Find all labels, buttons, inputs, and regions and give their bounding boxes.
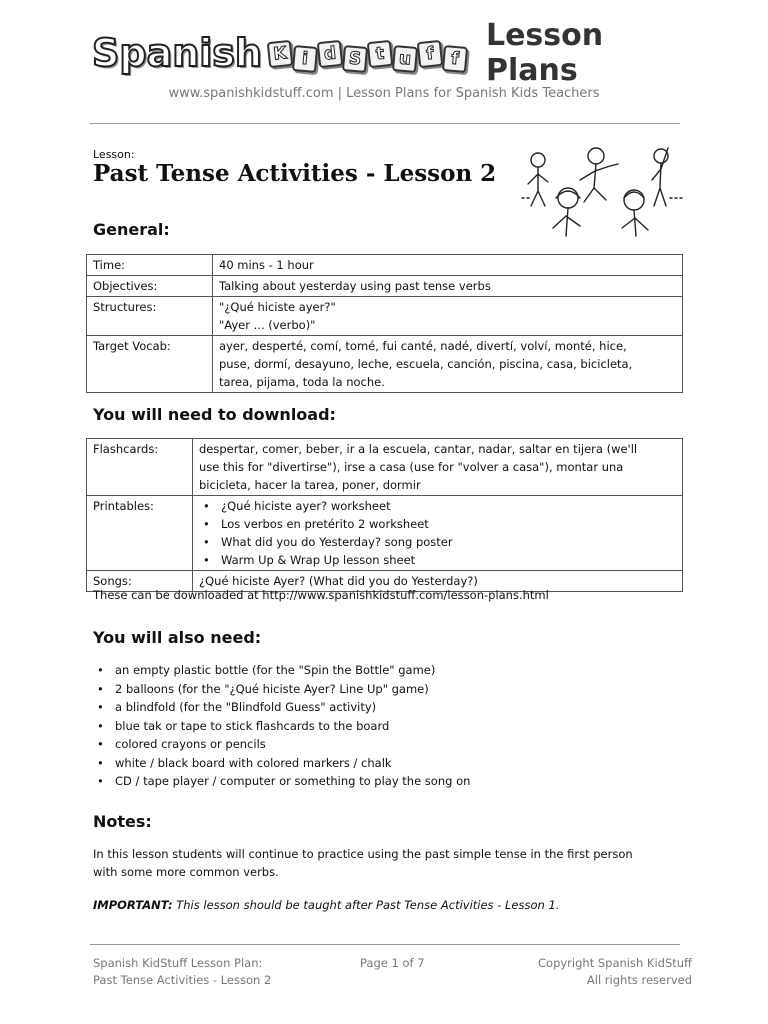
flashcards-line: use this for "divertirse"), irse a casa (use for "volver a casa"), montar una: [199, 460, 624, 474]
row-value: [213, 336, 683, 393]
list-item: • colored crayons or pencils: [93, 735, 470, 754]
logo-blocks: [268, 41, 468, 72]
logo-block: K: [267, 39, 294, 67]
footer-left: [93, 955, 271, 989]
notes-text: In this lesson students will continue to practice using the past simple tense in the first person with some more common verbs.: [93, 847, 633, 879]
footer-left-line: Past Tense Activities - Lesson 2: [93, 973, 272, 987]
important-label: IMPORTANT:: [93, 898, 173, 912]
copyright-line: All rights reserved: [586, 973, 692, 987]
kids-illustration: [518, 136, 688, 238]
row-label: Flashcards:: [87, 439, 193, 496]
also-need-heading: You will also need:: [93, 628, 262, 647]
list-item: • What did you do Yesterday? song poster: [199, 533, 676, 551]
row-label: Time:: [87, 255, 213, 276]
row-value: [213, 297, 683, 336]
row-label: Objectives:: [87, 276, 213, 297]
footer-divider: [90, 944, 680, 945]
row-label: Songs:: [87, 571, 193, 592]
logo-block: S: [342, 45, 368, 73]
list-item: • Los verbos en pretérito 2 worksheet: [199, 515, 676, 533]
header-divider: [90, 123, 680, 124]
table-row: [87, 336, 683, 393]
list-item: • 2 balloons (for the "¿Qué hiciste Ayer? Line Up" game): [93, 680, 470, 699]
table-row: [87, 297, 683, 336]
printables-list: [199, 497, 676, 569]
table-row: [87, 439, 683, 496]
site-tagline: www.spanishkidstuff.com | Lesson Plans for Spanish Kids Teachers: [168, 86, 600, 101]
row-value: 40 mins - 1 hour: [213, 255, 683, 276]
logo-block: d: [317, 39, 344, 67]
row-value: Talking about yesterday using past tense verbs: [213, 276, 683, 297]
logo-block: f: [442, 45, 468, 73]
table-row: [87, 496, 683, 571]
table-row: [87, 276, 683, 297]
row-label: Target Vocab:: [87, 336, 213, 393]
list-item: • an empty plastic bottle (for the "Spin the Bottle" game): [93, 661, 470, 680]
materials-list: [93, 661, 470, 791]
download-note: These can be downloaded at http://www.spanishkidstuff.com/lesson-plans.html: [93, 588, 549, 602]
footer-left-line: Spanish KidStuff Lesson Plan:: [93, 956, 263, 970]
row-value: ¿Qué hiciste Ayer? (What did you do Yesterday?): [193, 571, 683, 592]
list-item: • blue tak or tape to stick flashcards to the board: [93, 717, 470, 736]
copyright-line: Copyright Spanish KidStuff: [538, 956, 692, 970]
logo-suffix: Lesson Plans: [485, 18, 604, 88]
download-table: [86, 438, 683, 592]
list-item: • white / black board with colored markers / chalk: [93, 754, 470, 773]
footer-right: [538, 955, 692, 989]
flashcards-line: bicicleta, hacer la tarea, poner, dormir: [199, 478, 421, 492]
logo-block: t: [367, 39, 394, 67]
important-text: This lesson should be taught after Past Tense Activities - Lesson 1.: [172, 898, 560, 912]
table-row: [87, 255, 683, 276]
row-value: [193, 496, 683, 571]
vocab-line: ayer, desperté, comí, tomé, fui canté, nadé, divertí, volví, monté, hice,: [219, 339, 627, 353]
structure-line: "Ayer ... (verbo)": [219, 318, 316, 332]
download-heading: You will need to download:: [93, 405, 336, 424]
list-item: • Warm Up & Wrap Up lesson sheet: [199, 551, 676, 569]
flashcards-line: despertar, comer, beber, ir a la escuela, cantar, nadar, saltar en tijera (we'll: [199, 442, 638, 456]
site-logo: [92, 18, 682, 88]
row-label: Structures:: [87, 297, 213, 336]
row-value: [193, 439, 683, 496]
lesson-label: Lesson:: [93, 148, 135, 161]
page-title: Past Tense Activities - Lesson 2: [93, 160, 497, 187]
row-label: Printables:: [87, 496, 193, 571]
logo-block: u: [392, 45, 418, 73]
vocab-line: puse, dormí, desayuno, leche, escuela, canción, piscina, casa, bicicleta,: [219, 357, 633, 371]
list-item: • a blindfold (for the "Blindfold Guess" activity): [93, 698, 470, 717]
logo-block: i: [292, 45, 318, 73]
logo-word: Spanish: [92, 31, 262, 75]
list-item: • ¿Qué hiciste ayer? worksheet: [199, 497, 676, 515]
structure-line: "¿Qué hiciste ayer?": [219, 300, 336, 314]
general-table: [86, 254, 683, 393]
general-heading: General:: [93, 220, 170, 239]
logo-block: f: [417, 39, 444, 67]
important-note: [93, 898, 559, 912]
list-item: • CD / tape player / computer or something to play the song on: [93, 772, 470, 791]
page-number: Page 1 of 7: [360, 956, 425, 970]
vocab-line: tarea, pijama, toda la noche.: [219, 375, 385, 389]
notes-heading: Notes:: [93, 812, 152, 831]
